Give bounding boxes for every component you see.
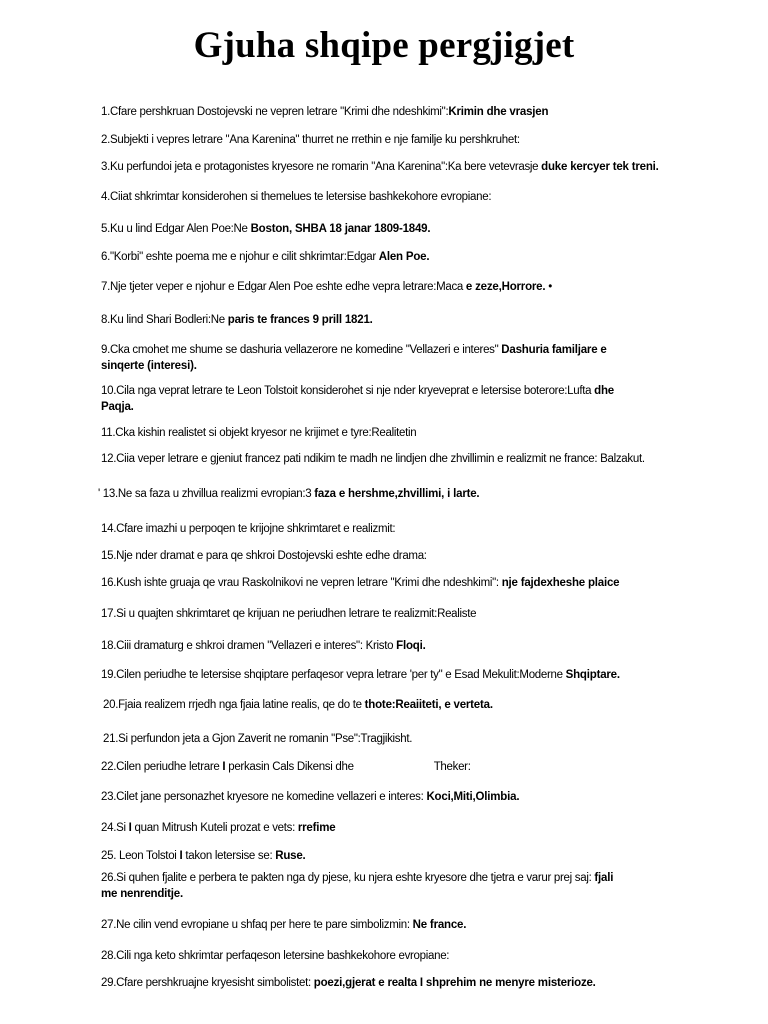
question-text: ' 13.Ne sa faza u zhvillua realizmi evropian:3 bbox=[98, 488, 315, 500]
question-text: 20.Fjaia realizem rrjedh nga fjaia latine realis, qe do te bbox=[103, 699, 365, 711]
answer-text: paris te frances 9 prill 1821. bbox=[227, 314, 373, 326]
question-text: 21.Si perfundon jeta a Gjon Zaverit ne romanin "Pse":Tragjikisht. bbox=[103, 733, 413, 745]
question-text: 27.Ne cilin vend evropiane u shfaq per here te pare simbolizmin: bbox=[101, 919, 413, 931]
question-17 bbox=[101, 606, 661, 622]
question-text: 26.Si quhen fjalite e perbera te pakten nga dy pjese, ku njera eshte kryesore dhe tjetra e varur prej saj: bbox=[101, 872, 595, 884]
question-20 bbox=[103, 697, 663, 713]
question-text: 11.Cka kishin realistet si objekt kryesor ne krijimet e tyre:Realitetin bbox=[101, 427, 417, 439]
question-16 bbox=[101, 575, 661, 591]
answer-text: Boston, SHBA 18 janar 1809-1849. bbox=[250, 223, 431, 235]
question-text: 28.Cili nga keto shkrimtar perfaqeson letersine bashkekohore evropiane: bbox=[101, 950, 450, 962]
question-text: 14.Cfare imazhi u perpoqen te krijojne shkrimtaret e realizmit: bbox=[101, 523, 396, 535]
question-text: takon letersise se: bbox=[182, 850, 276, 862]
question-14 bbox=[101, 521, 661, 537]
question-23 bbox=[101, 789, 661, 805]
question-27 bbox=[101, 917, 661, 933]
question-13 bbox=[98, 486, 658, 502]
question-text: 7.Nje tjeter veper e njohur e Edgar Alen Poe eshte edhe vepra letrare:Maca bbox=[101, 281, 466, 293]
question-18 bbox=[101, 638, 661, 654]
question-text: 18.Ciii dramaturg e shkroi dramen "Vellazeri e interes": Kristo bbox=[101, 640, 397, 652]
question-text: 24.Si bbox=[101, 822, 129, 834]
question-9 bbox=[101, 342, 621, 374]
question-text: 25. Leon Tolstoi bbox=[101, 850, 180, 862]
answer-text: I bbox=[222, 761, 226, 773]
question-text: 1.Cfare pershkruan Dostojevski ne vepren letrare "Krimi dhe ndeshkimi": bbox=[101, 106, 449, 118]
question-15 bbox=[101, 548, 661, 564]
question-21 bbox=[103, 731, 663, 747]
answer-text: rrefime bbox=[297, 822, 336, 834]
question-4 bbox=[101, 189, 661, 205]
answer-text: dhe Paqja. bbox=[101, 385, 615, 413]
answer-text: poezi,gjerat e realta I shprehim ne menyre misterioze. bbox=[313, 977, 596, 989]
answer-text: faza e hershme,zhvillimi, i larte. bbox=[314, 488, 480, 500]
question-8 bbox=[101, 312, 661, 328]
question-text: 15.Nje nder dramat e para qe shkroi Dostojevski eshte edhe drama: bbox=[101, 550, 427, 562]
question-text: Theker: bbox=[433, 761, 471, 773]
question-text: 8.Ku lind Shari Bodleri:Ne bbox=[101, 314, 228, 326]
page-title: Gjuha shqipe pergjigjet bbox=[193, 25, 575, 66]
question-text: 12.Ciia veper letrare e gjeniut francez pati ndikim te madh ne lindjen dhe zhvillimin e realizmit ne france: Balzakut. bbox=[101, 453, 645, 465]
question-text: perkasin Cals Dikensi dhe bbox=[225, 761, 354, 773]
question-2 bbox=[101, 132, 661, 148]
answer-text: Alen Poe. bbox=[378, 251, 430, 263]
question-text: 17.Si u quajten shkrimtaret qe krijuan ne periudhen letrare te realizmit:Realiste bbox=[101, 608, 477, 620]
question-10 bbox=[101, 383, 616, 415]
question-text: 2.Subjekti i vepres letrare "Ana Karenina" thurret ne rrethin e nje familje ku pershkruhet: bbox=[101, 134, 520, 146]
answer-text: Dashuria familjare e sinqerte (interesi). bbox=[101, 344, 607, 372]
question-text: 6."Korbi" eshte poema me e njohur e cilit shkrimtar:Edgar bbox=[101, 251, 379, 263]
answer-text: Krimin dhe vrasjen bbox=[448, 106, 549, 118]
answer-text: e zeze,Horrore. bbox=[465, 281, 546, 293]
answer-text: I bbox=[179, 850, 183, 862]
question-24 bbox=[101, 820, 661, 836]
question-text: quan Mitrush Kuteli prozat e vets: bbox=[131, 822, 298, 834]
question-text: 23.Cilet jane personazhet kryesore ne komedine vellazeri e interes: bbox=[101, 791, 427, 803]
question-text: 9.Cka cmohet me shume se dashuria vellazerore ne komedine "Vellazeri e interes" bbox=[101, 344, 502, 356]
question-5 bbox=[101, 221, 661, 237]
question-19 bbox=[101, 667, 661, 683]
question-text: 10.Cila nga veprat letrare te Leon Tolstoit konsiderohet si nje nder kryeveprat e letersise boterore:Lufta bbox=[101, 385, 595, 397]
bullet-mark: • bbox=[545, 281, 552, 293]
question-3 bbox=[101, 159, 661, 175]
question-12 bbox=[101, 451, 681, 467]
answer-text: Koci,Miti,Olimbia. bbox=[426, 791, 520, 803]
question-text: 5.Ku u lind Edgar Alen Poe:Ne bbox=[101, 223, 251, 235]
answer-text: duke kercyer tek treni. bbox=[541, 161, 659, 173]
answer-text: Shqiptare. bbox=[565, 669, 620, 681]
question-text: 22.Cilen periudhe letrare bbox=[101, 761, 223, 773]
answer-text: Ne france. bbox=[412, 919, 467, 931]
question-1 bbox=[101, 104, 661, 120]
question-text: 16.Kush ishte gruaja qe vrau Raskolnikovi ne vepren letrare "Krimi dhe ndeshkimi": bbox=[101, 577, 502, 589]
question-11 bbox=[101, 425, 661, 441]
question-29 bbox=[101, 975, 661, 991]
question-text: 4.Ciiat shkrimtar konsiderohen si themelues te letersise bashkekohore evropiane: bbox=[101, 191, 492, 203]
answer-text: nje fajdexheshe plaice bbox=[501, 577, 620, 589]
answer-text: fjali me nenrenditje. bbox=[101, 872, 614, 900]
question-28 bbox=[101, 948, 661, 964]
question-7 bbox=[101, 279, 661, 295]
question-text: 29.Cfare pershkruajne kryesisht simbolistet: bbox=[101, 977, 314, 989]
answer-text: I bbox=[128, 822, 132, 834]
question-text: 19.Cilen periudhe te letersise shqiptare perfaqesor vepra letrare 'per ty" e Esad Mekulit:Moderne bbox=[101, 669, 566, 681]
question-22 bbox=[101, 759, 661, 775]
answer-text: Floqi. bbox=[396, 640, 426, 652]
question-text: 3.Ku perfundoi jeta e protagonistes kryesore ne romarin "Ana Karenina":Ka bere vetevrasje bbox=[101, 161, 542, 173]
question-26 bbox=[101, 870, 631, 902]
question-25 bbox=[101, 848, 661, 864]
answer-text: thote:Reaiiteti, e verteta. bbox=[364, 699, 493, 711]
answer-text: Ruse. bbox=[275, 850, 306, 862]
question-6 bbox=[101, 249, 661, 265]
